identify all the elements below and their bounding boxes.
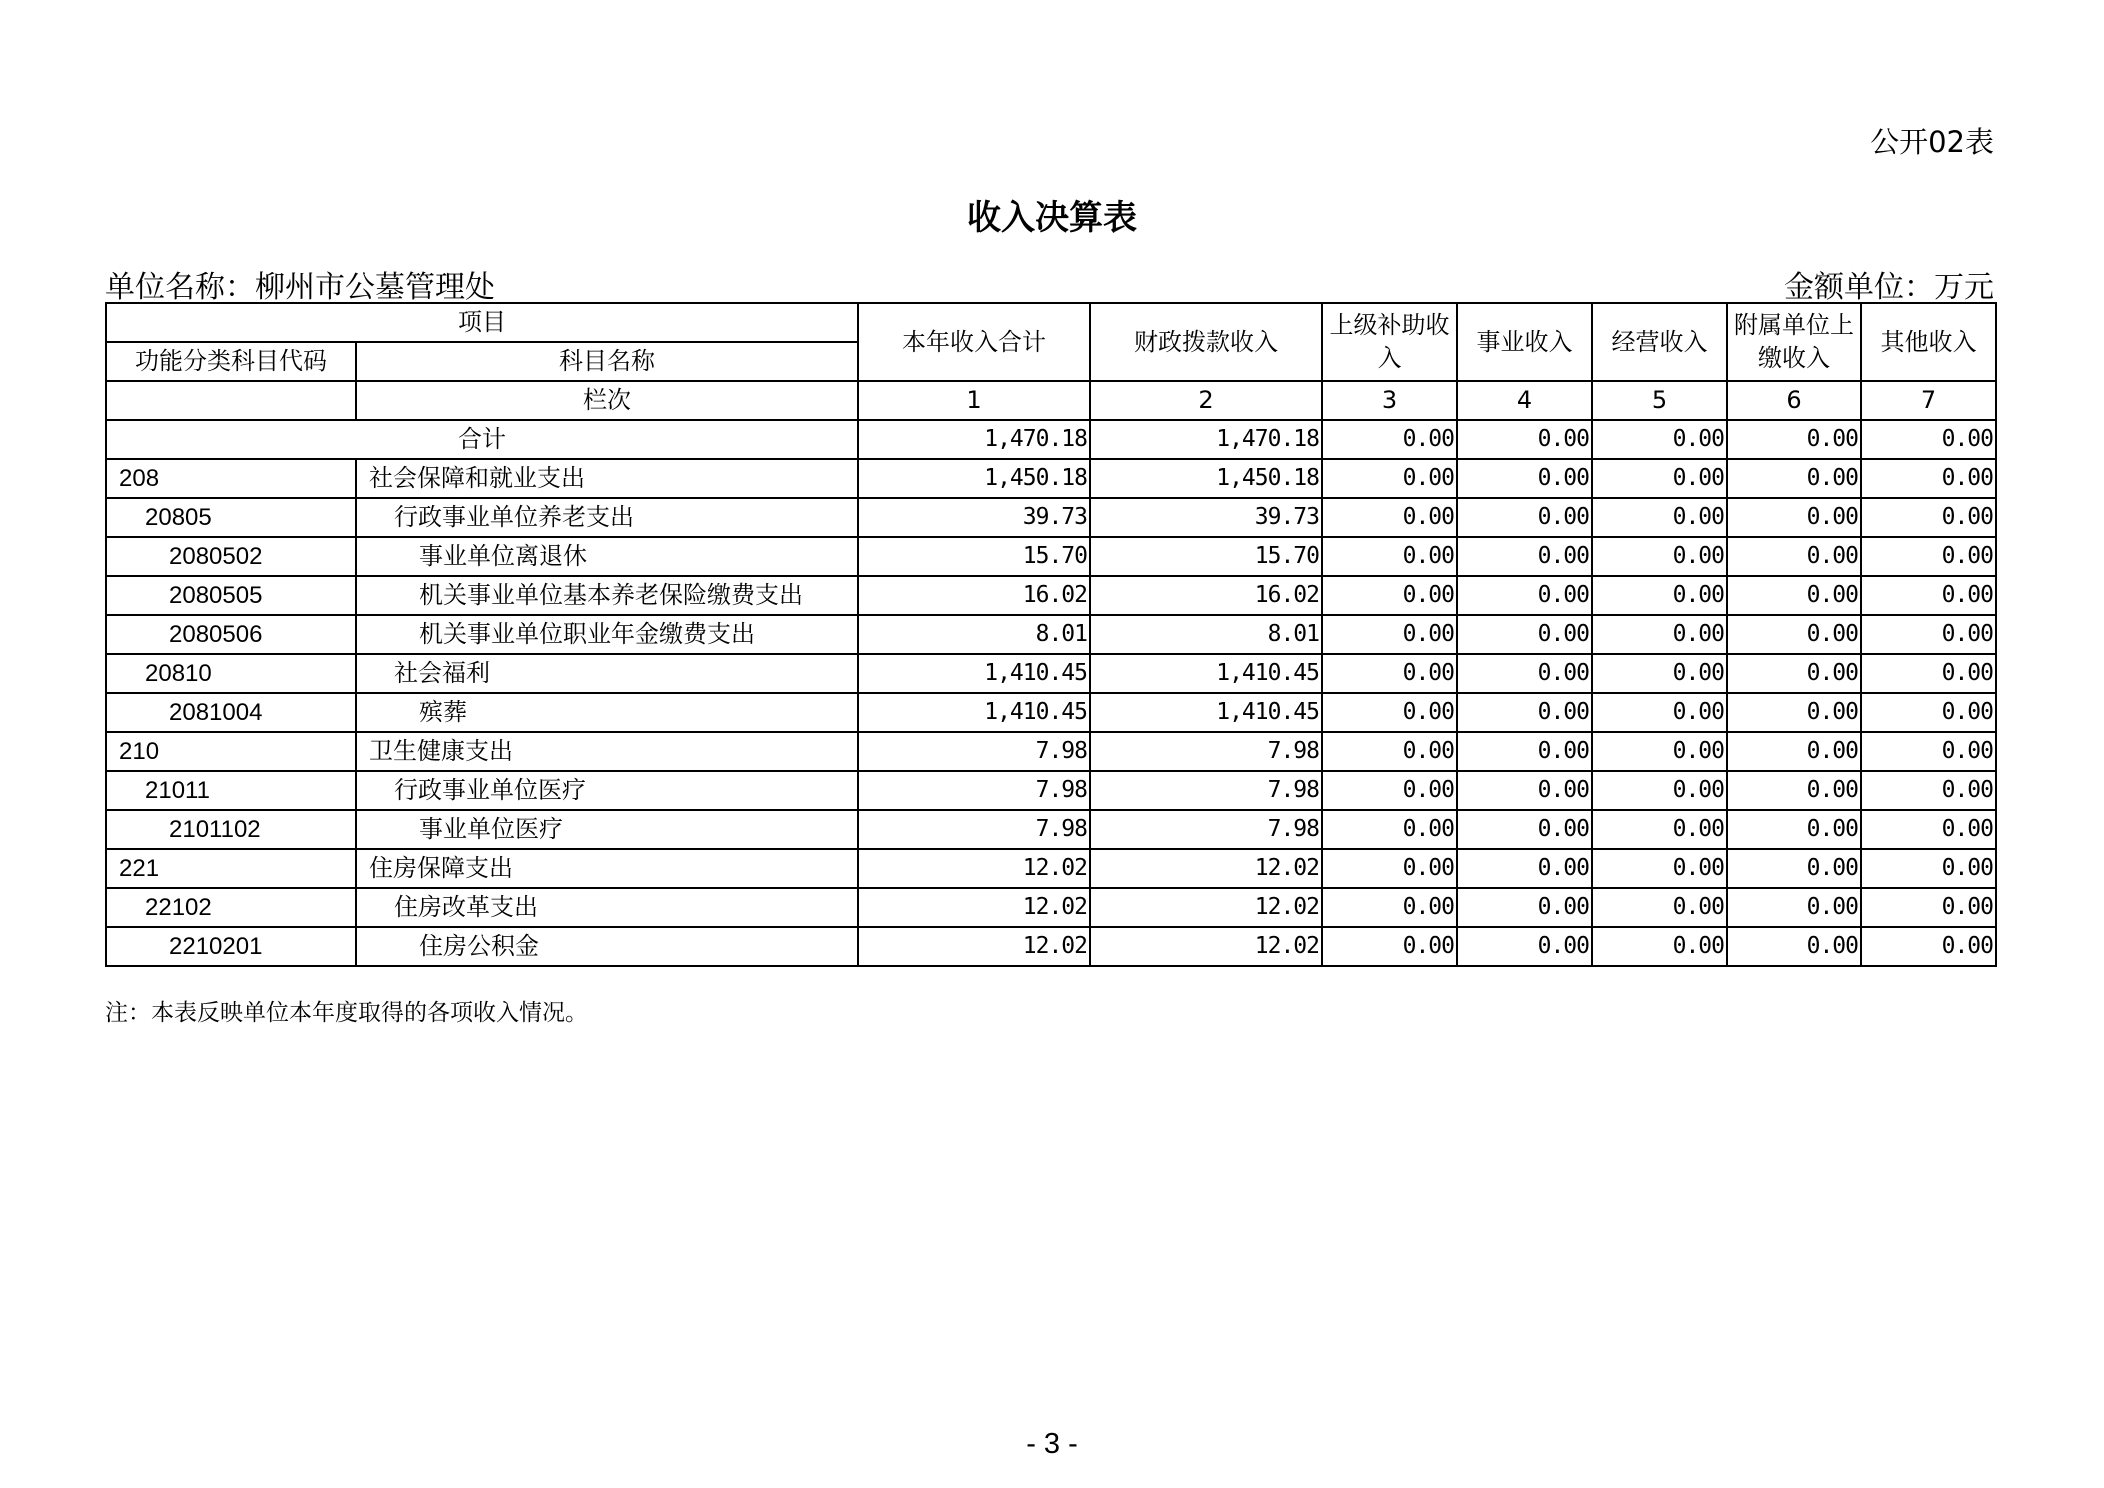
header-business-income: 事业收入 [1457,303,1592,381]
row-value: 0.00 [1322,849,1457,888]
column-number: 4 [1457,381,1592,420]
row-value: 0.00 [1592,888,1727,927]
row-code: 221 [106,849,356,888]
row-value: 0.00 [1592,537,1727,576]
column-number: 7 [1861,381,1996,420]
row-value: 0.00 [1861,498,1996,537]
unit-name: 单位名称：柳州市公墓管理处 [105,270,495,305]
row-value: 12.02 [858,888,1090,927]
row-code: 21011 [106,771,356,810]
row-value: 0.00 [1861,576,1996,615]
row-value: 12.02 [1090,927,1322,966]
row-value: 0.00 [1861,888,1996,927]
row-value: 7.98 [858,732,1090,771]
header-superior-subsidy: 上级补助收入 [1322,303,1457,381]
header-operating-income: 经营收入 [1592,303,1727,381]
row-value: 0.00 [1592,498,1727,537]
row-value: 0.00 [1457,576,1592,615]
total-cell: 1,470.18 [1090,420,1322,459]
row-code: 20805 [106,498,356,537]
table-row [106,771,1996,810]
total-row [106,420,1996,459]
row-value: 0.00 [1322,732,1457,771]
amount-unit: 金额单位：万元 [1784,270,1994,305]
row-value: 12.02 [1090,849,1322,888]
row-value: 16.02 [1090,576,1322,615]
row-value: 0.00 [1592,693,1727,732]
row-value: 0.00 [1592,849,1727,888]
total-cell: 0.00 [1322,420,1457,459]
row-value: 0.00 [1322,615,1457,654]
column-index-blank [106,381,356,420]
row-value: 7.98 [858,810,1090,849]
row-code: 210 [106,732,356,771]
row-value: 7.98 [1090,810,1322,849]
header-func-code: 功能分类科目代码 [106,342,356,381]
row-code: 2081004 [106,693,356,732]
row-value: 0.00 [1727,732,1861,771]
row-value: 0.00 [1592,771,1727,810]
row-value: 7.98 [1090,732,1322,771]
row-value: 0.00 [1322,654,1457,693]
row-code: 2080502 [106,537,356,576]
row-value: 12.02 [858,849,1090,888]
row-value: 0.00 [1727,771,1861,810]
total-cell: 0.00 [1592,420,1727,459]
row-value: 12.02 [1090,888,1322,927]
column-number: 1 [858,381,1090,420]
row-value: 0.00 [1457,498,1592,537]
row-value: 0.00 [1592,576,1727,615]
row-name: 事业单位离退休 [356,537,858,576]
row-value: 0.00 [1592,732,1727,771]
row-value: 0.00 [1322,576,1457,615]
row-value: 0.00 [1322,927,1457,966]
row-value: 0.00 [1457,927,1592,966]
row-value: 1,450.18 [858,459,1090,498]
row-value: 0.00 [1592,615,1727,654]
table-row [106,927,1996,966]
row-value: 39.73 [858,498,1090,537]
row-value: 1,450.18 [1090,459,1322,498]
row-value: 0.00 [1727,615,1861,654]
row-value: 0.00 [1727,654,1861,693]
row-code: 20810 [106,654,356,693]
table-row [106,849,1996,888]
total-cell: 0.00 [1861,420,1996,459]
header-project: 项目 [106,303,858,342]
total-label: 合计 [106,420,858,459]
row-value: 0.00 [1457,849,1592,888]
table-row [106,537,1996,576]
row-value: 0.00 [1592,927,1727,966]
row-value: 0.00 [1861,459,1996,498]
header-total-income: 本年收入合计 [858,303,1090,381]
row-value: 0.00 [1322,693,1457,732]
row-value: 0.00 [1727,498,1861,537]
table-row [106,615,1996,654]
row-value: 0.00 [1861,732,1996,771]
row-value: 16.02 [858,576,1090,615]
row-value: 0.00 [1592,459,1727,498]
column-index-label: 栏次 [356,381,858,420]
row-value: 0.00 [1592,810,1727,849]
row-value: 0.00 [1457,615,1592,654]
row-code: 22102 [106,888,356,927]
row-value: 0.00 [1457,693,1592,732]
row-value: 0.00 [1861,654,1996,693]
row-code: 2080506 [106,615,356,654]
row-name: 行政事业单位医疗 [356,771,858,810]
table-row [106,654,1996,693]
total-cell: 1,470.18 [858,420,1090,459]
row-value: 0.00 [1861,537,1996,576]
page-title: 收入决算表 [967,198,1137,238]
row-value: 1,410.45 [1090,654,1322,693]
table-row [106,693,1996,732]
row-name: 殡葬 [356,693,858,732]
income-table [105,302,1997,967]
row-value: 0.00 [1592,654,1727,693]
column-number: 2 [1090,381,1322,420]
row-value: 0.00 [1727,693,1861,732]
header-fiscal-income: 财政拨款收入 [1090,303,1322,381]
row-value: 0.00 [1727,459,1861,498]
row-value: 0.00 [1457,732,1592,771]
row-name: 行政事业单位养老支出 [356,498,858,537]
row-name: 社会福利 [356,654,858,693]
row-value: 0.00 [1322,459,1457,498]
row-value: 15.70 [1090,537,1322,576]
row-value: 1,410.45 [1090,693,1322,732]
table-note: 注：本表反映单位本年度取得的各项收入情况。 [105,1000,588,1026]
row-value: 12.02 [858,927,1090,966]
row-value: 7.98 [858,771,1090,810]
row-value: 0.00 [1457,654,1592,693]
row-name: 社会保障和就业支出 [356,459,858,498]
row-value: 0.00 [1322,771,1457,810]
row-value: 0.00 [1727,810,1861,849]
table-row [106,732,1996,771]
row-value: 0.00 [1727,537,1861,576]
table-row [106,459,1996,498]
row-value: 0.00 [1861,810,1996,849]
row-value: 0.00 [1457,888,1592,927]
row-name: 卫生健康支出 [356,732,858,771]
row-value: 0.00 [1457,459,1592,498]
row-value: 0.00 [1457,537,1592,576]
table-row [106,576,1996,615]
row-value: 8.01 [858,615,1090,654]
header-affiliated-income: 附属单位上缴收入 [1727,303,1861,381]
row-value: 0.00 [1861,693,1996,732]
row-value: 0.00 [1861,927,1996,966]
table-row [106,498,1996,537]
page-number: - 3 - [1026,1428,1078,1460]
row-value: 0.00 [1457,810,1592,849]
row-value: 0.00 [1727,888,1861,927]
row-value: 0.00 [1727,849,1861,888]
row-code: 208 [106,459,356,498]
table-row [106,888,1996,927]
row-value: 0.00 [1457,771,1592,810]
row-value: 0.00 [1322,537,1457,576]
row-value: 0.00 [1727,576,1861,615]
header-subject-name: 科目名称 [356,342,858,381]
row-name: 机关事业单位基本养老保险缴费支出 [356,576,858,615]
row-value: 0.00 [1861,771,1996,810]
row-value: 8.01 [1090,615,1322,654]
row-code: 2101102 [106,810,356,849]
column-number: 6 [1727,381,1861,420]
form-code: 公开02表 [1870,125,1994,159]
row-value: 0.00 [1322,498,1457,537]
row-code: 2080505 [106,576,356,615]
column-number: 5 [1592,381,1727,420]
table-row [106,810,1996,849]
row-name: 机关事业单位职业年金缴费支出 [356,615,858,654]
row-name: 住房改革支出 [356,888,858,927]
row-value: 0.00 [1322,810,1457,849]
row-code: 2210201 [106,927,356,966]
row-value: 0.00 [1861,849,1996,888]
row-value: 0.00 [1322,888,1457,927]
total-cell: 0.00 [1457,420,1592,459]
total-cell: 0.00 [1727,420,1861,459]
row-value: 0.00 [1861,615,1996,654]
row-value: 39.73 [1090,498,1322,537]
row-value: 0.00 [1727,927,1861,966]
row-value: 1,410.45 [858,654,1090,693]
column-number: 3 [1322,381,1457,420]
header-other-income: 其他收入 [1861,303,1996,381]
row-name: 事业单位医疗 [356,810,858,849]
row-value: 7.98 [1090,771,1322,810]
row-name: 住房保障支出 [356,849,858,888]
row-value: 1,410.45 [858,693,1090,732]
row-value: 15.70 [858,537,1090,576]
row-name: 住房公积金 [356,927,858,966]
